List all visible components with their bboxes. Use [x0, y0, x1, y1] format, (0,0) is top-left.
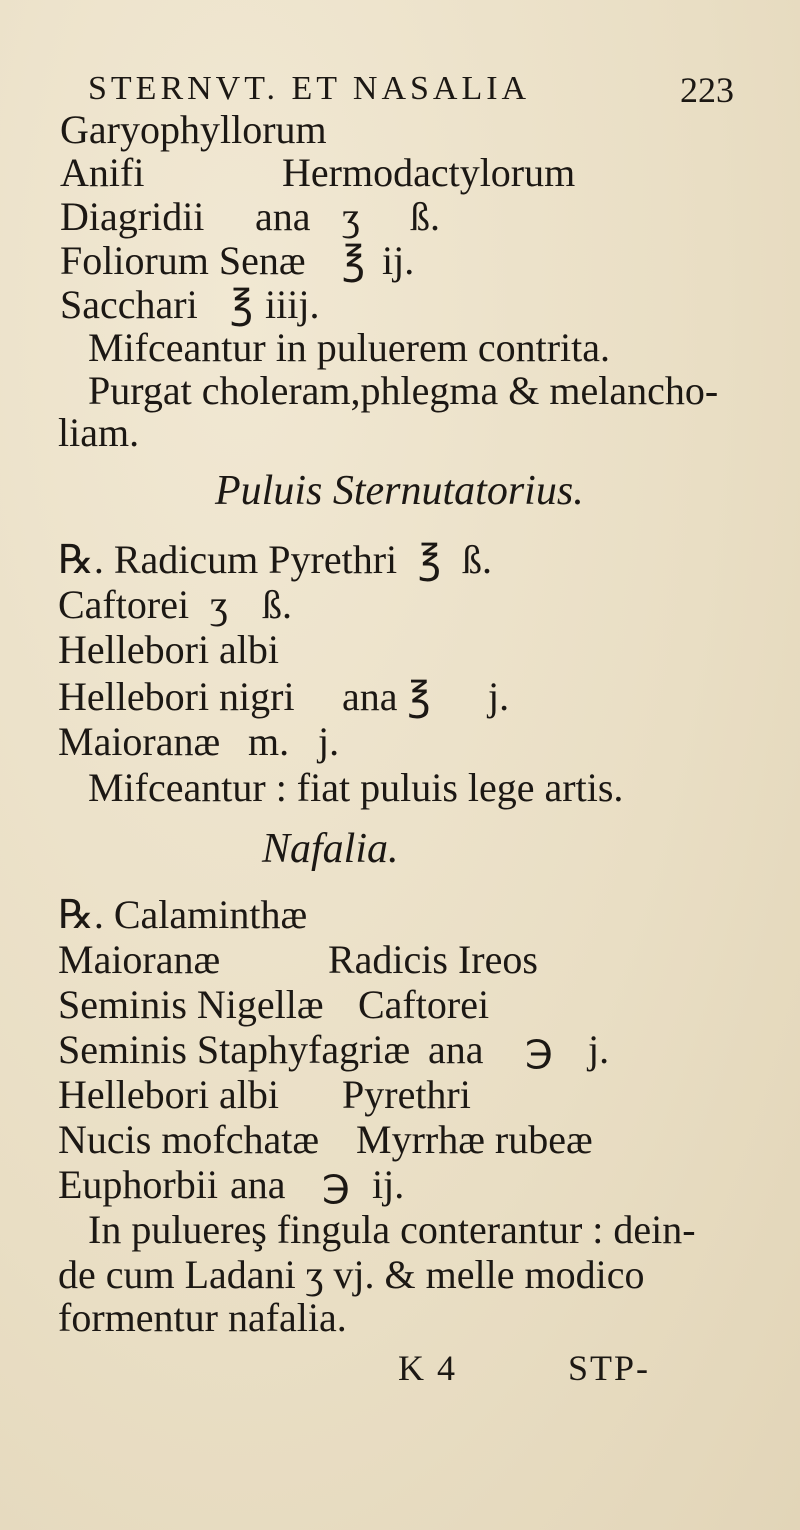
dose-symbol: ℥	[230, 282, 254, 327]
ingredient-line: Anifi	[60, 150, 145, 195]
instruction-line: formentur nafalia.	[58, 1295, 347, 1340]
ingredient-line: Seminis Staphyfagriæ	[58, 1027, 411, 1072]
ingredient-line: Caftorei	[358, 982, 490, 1027]
ingredient-line: Hellebori albi	[58, 627, 280, 672]
dose-symbol: ℥	[342, 238, 366, 283]
instruction-line: Mifceantur in puluerem contrita.	[88, 325, 611, 370]
section-heading: Puluis Sternutatorius.	[215, 468, 584, 514]
catchword: STP-	[568, 1348, 651, 1388]
ingredient-line: Garyophyllorum	[60, 107, 327, 152]
dose-symbol: ℈	[322, 1162, 350, 1207]
ingredient-line: Radicis Ireos	[328, 937, 538, 982]
dose-quantity: ß.	[462, 537, 492, 582]
instruction-line: liam.	[58, 410, 140, 455]
instruction-line: In puluereş fingula conterantur : dein-	[88, 1207, 696, 1252]
instruction-line: Mifceantur : fiat puluis lege artis.	[88, 765, 624, 810]
dose-symbol: ℥	[418, 537, 442, 582]
ingredient-line: Nucis mofchatæ	[58, 1117, 320, 1162]
ingredient-line: Hellebori nigri	[58, 674, 295, 719]
signature-mark: K 4	[398, 1348, 457, 1388]
ana-word: ana	[255, 194, 311, 239]
ingredient-line: Maioranæ	[58, 937, 221, 982]
dose-quantity: j.	[488, 674, 510, 719]
dose-unit: m.	[248, 719, 290, 764]
ingredient-line: Hellebori albi	[58, 1072, 280, 1117]
ingredient-line: Pyrethri	[342, 1072, 471, 1117]
dose-quantity: iiij.	[265, 282, 320, 327]
ingredient-line: Hermodactylorum	[282, 150, 576, 195]
ana-word: ana	[230, 1162, 286, 1207]
ingredient-line: Sacchari	[60, 282, 198, 327]
dose-quantity: ß.	[262, 582, 292, 627]
ingredient-line: Foliorum Senæ	[60, 238, 306, 283]
dose-quantity: ß.	[410, 194, 440, 239]
ana-word: ana	[428, 1027, 484, 1072]
ingredient-line: ℞. Calaminthæ	[58, 892, 308, 937]
ingredient-line: ℞. Radicum Pyrethri	[58, 537, 398, 582]
ingredient-line: Caftorei	[58, 582, 190, 627]
dose-symbol: ℈	[525, 1027, 553, 1072]
dose-symbol: ʒ	[210, 582, 228, 627]
ingredient-line: Euphorbii	[58, 1162, 218, 1207]
instruction-line: Purgat choleram,phlegma & melancho-	[88, 368, 719, 413]
ingredient-line: Myrrhæ rubeæ	[356, 1117, 593, 1162]
section-heading: Nafalia.	[262, 826, 399, 872]
running-title: STERNVT. ET NASALIA	[88, 70, 531, 107]
dose-quantity: ij.	[382, 238, 415, 283]
ingredient-line: Maioranæ	[58, 719, 221, 764]
dose-symbol: ʒ	[342, 194, 360, 239]
ingredient-line: Seminis Nigellæ	[58, 982, 324, 1027]
dose-quantity: j.	[318, 719, 340, 764]
dose-quantity: ij.	[372, 1162, 405, 1207]
instruction-line: de cum Ladani ʒ vj. & melle modico	[58, 1252, 645, 1297]
ingredient-line: Diagridii	[60, 194, 205, 239]
page-number: 223	[680, 70, 734, 110]
dose-quantity: j.	[588, 1027, 610, 1072]
ana-word: ana ℥	[342, 674, 431, 719]
